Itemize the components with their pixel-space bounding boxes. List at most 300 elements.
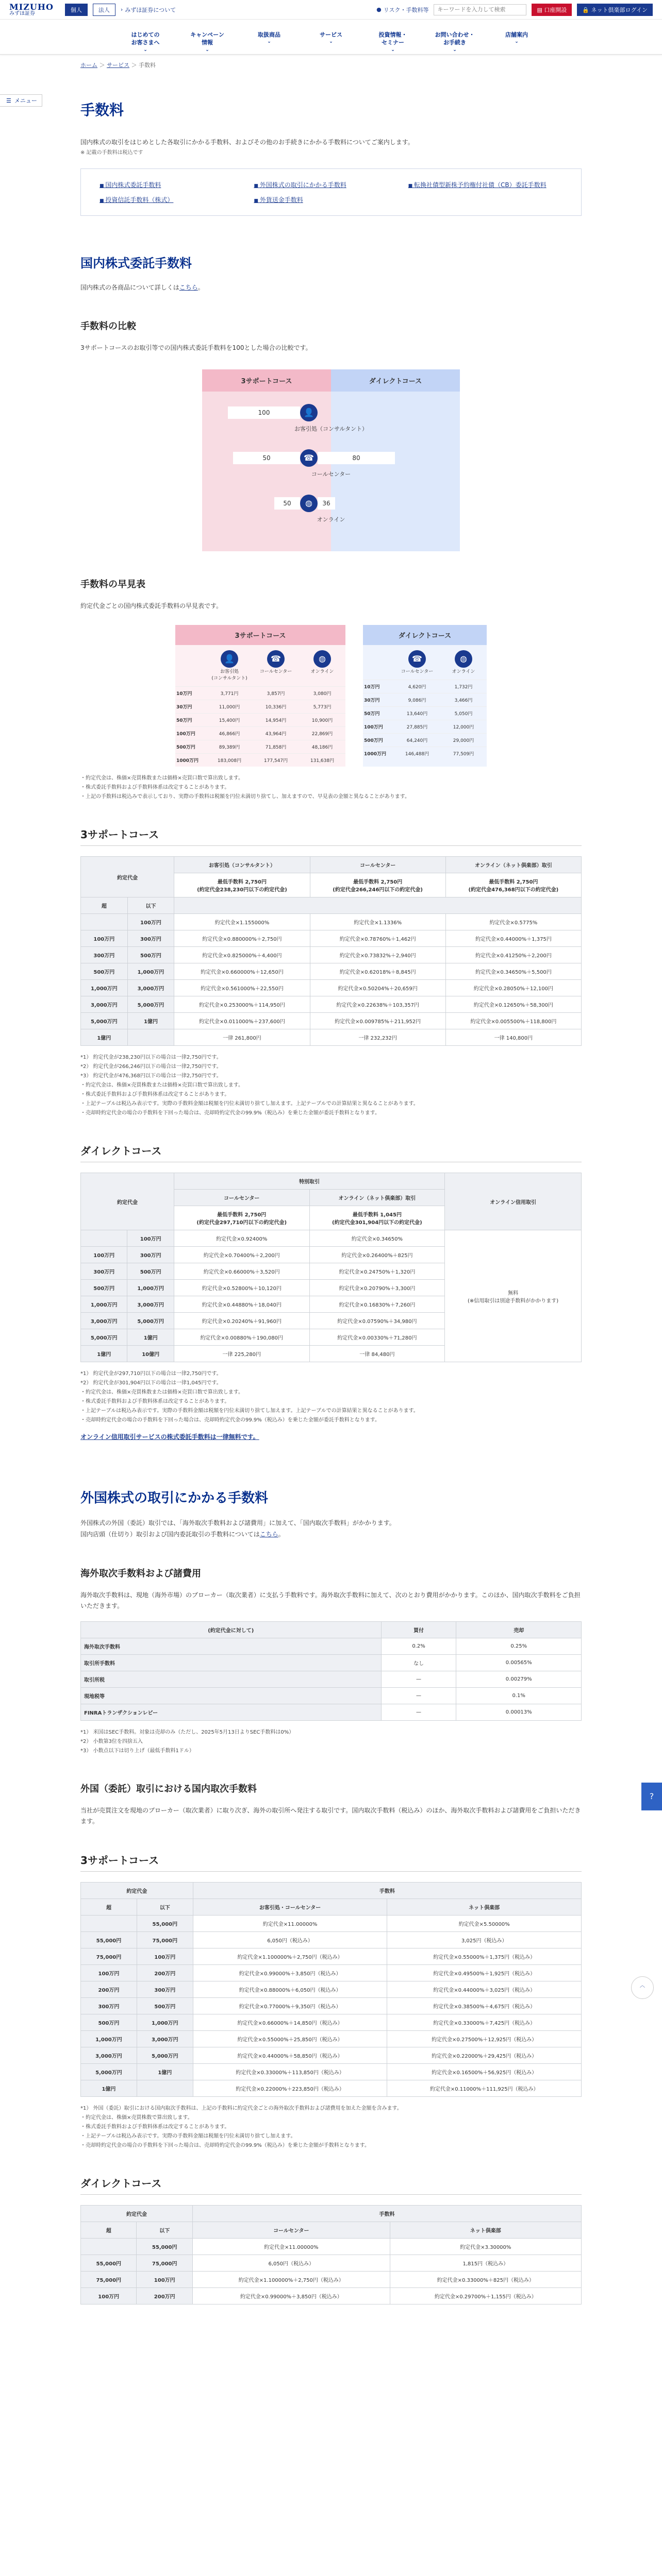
globe-icon: ◍ [300,495,318,512]
course3-table [80,856,582,1046]
range-cell: 5,000万円 [81,1013,128,1029]
table-row [81,980,582,996]
quick-cell: 5,050円 [454,711,473,717]
margin-free-link[interactable]: オンライン信用取引サービスの株式委託手数料は一律無料です。 [80,1433,259,1441]
fee-cell: 約定代金×0.00880%＋190,080円 [174,1329,309,1346]
quick-row-label: 100万円 [176,732,195,737]
value-cell: 0.25% [456,1638,582,1654]
search-input[interactable] [434,4,526,15]
quick-direct-title: ダイレクトコース [363,625,487,645]
table-row [81,947,582,963]
range-cell: 1,000万円 [81,980,128,996]
about-link[interactable] [121,6,176,14]
nav-services[interactable] [300,20,362,54]
risk-label: リスク・手数料等 [383,6,429,13]
range-cell: 500万円 [81,963,128,980]
lock-icon: 🔒 [582,6,591,13]
fee-cell: 約定代金×0.92400% [174,1230,309,1247]
fee-cell: 約定代金×0.33000%＋7,425円（税込み） [387,2014,582,2030]
range-cell [81,2238,137,2255]
col-yakujo: 約定代金 [81,1173,174,1230]
quick-cell: 3,080円 [313,691,332,697]
range-cell: 300万円 [127,930,174,947]
note-item: *2） 小数第3位を四捨五入 [80,1738,143,1744]
table-row [81,2238,582,2255]
logo-jp: みずほ証券 [9,10,35,16]
range-cell: 200万円 [137,1964,193,1981]
col-shop-call: お客引処・コールセンター [193,1899,387,1915]
domestic-detail-link[interactable]: こちら [179,283,198,291]
chevron-down-icon: ⌄ [391,47,395,53]
col-over: 超 [81,897,128,914]
quick-cell: 43,964円 [265,732,287,737]
range-cell: 1億円 [127,1013,174,1029]
domestic-intro [80,282,582,294]
value-cell: なし [381,1654,456,1671]
range-cell: 1,000万円 [127,1280,174,1296]
toc-link[interactable]: ■ 外貨送金手数料 [254,195,408,204]
range-cell: 3,000万円 [137,2030,193,2047]
online-direct-value: 36 [318,497,335,510]
quick-row [363,747,487,760]
item-cell: 取引所手数料 [81,1654,382,1671]
online-label: オンライン [317,516,345,523]
col-under: 以下 [137,1899,193,1915]
value-cell: — [381,1687,456,1704]
table-row [81,2047,582,2063]
note-item: ・約定代金は、株価×売買株数または価格×売買口数で算出致します。 [80,1389,243,1396]
range-cell: 500万円 [81,1280,127,1296]
col-fee: 手数料 [193,1882,581,1899]
range-cell: 1億円 [127,1329,174,1346]
col-special: 特別取引 [174,1173,444,1190]
chevron-down-icon: ⌄ [453,47,457,53]
quick-cell: 3,466円 [454,698,473,704]
fee-cell: 約定代金×0.22000%＋223,850円（税込み） [193,2080,387,2096]
col-call: コールセンター [310,857,445,873]
table-of-contents [80,168,582,216]
item-cell: 海外取次手数料 [81,1638,382,1654]
toc-link[interactable]: ■ 外国株式の取引にかかる手数料 [254,180,408,189]
fee-cell: 約定代金×0.70400%＋2,200円 [174,1247,309,1263]
range-cell: 500万円 [137,1997,193,2014]
phone-icon: ☎ [408,650,426,668]
quick-table-3 [175,625,345,767]
fee-cell: 一律 225,280円 [174,1346,309,1362]
call-direct-value: 80 [318,452,395,464]
page-top-button[interactable] [631,1976,654,1999]
note-item: ・約定代金は、株価×売買株数または価格×売買口数で算出致します。 [80,775,243,782]
value-cell: — [381,1704,456,1720]
quick-row-label: 30万円 [364,698,380,704]
margin-free-cell: 無料 (※信用取引は別途手数料がかかります) [445,1230,582,1362]
fee-cell: 一律 140,800円 [445,1029,581,1046]
table-row [81,1981,582,1997]
hamburger-icon: ☰ [6,97,11,104]
col-yakujo: 約定代金 [81,1882,193,1899]
note-item: *2） 約定代金が266,246円以下の場合は一律2,750円です。 [80,1064,222,1070]
note-item: ・売却時約定代金の場合の手数料を下回った場合は、売却時約定代金の99.9%（税込み）を乗じた金額が委託手数料となります。 [80,1417,380,1423]
fee-cell: 約定代金×0.16500%＋56,925円（税込み） [387,2063,582,2080]
fee-cell: 約定代金×1.1336% [310,914,445,930]
range-cell: 100万円 [127,914,174,930]
table-row [81,1638,582,1654]
table-row [81,2063,582,2080]
nav-contact[interactable] [424,20,486,54]
fee-cell: 約定代金×3.30000% [390,2238,581,2255]
range-cell: 5,000万円 [137,2047,193,2063]
foreign-domestic-text: 当社が売買注文を現地のブローカー（取次業者）に取り次ぎ、海外の取引所へ発注する取引です。国内取次手数料（税込み）のほか、海外取次手数料および諸費用をご負担いただきます。 [80,1806,581,1825]
login-label: ネット倶楽部ログイン [591,6,648,13]
table-row [81,2080,582,2096]
range-cell [127,1029,174,1046]
open-account-button[interactable] [532,4,572,16]
foreign-intro: 外国株式の外国（委託）取引では、「海外取次手数料および諸費用」に加えて、「国内取次手数料」がかかります。 [80,1519,395,1527]
breadcrumb-home[interactable]: ホーム [80,62,97,69]
item-cell: 現地税等 [81,1687,382,1704]
fee-cell: 約定代金×0.99000%＋3,850円（税込み） [192,2287,390,2304]
range-cell: 300万円 [81,947,128,963]
note-item: ・売却時約定代金の場合の手数料を下回った場合は、売却時約定代金の99.9%（税込み）を乗じた金額が委託手数料となります。 [80,1110,380,1116]
range-cell: 1億円 [81,1346,127,1362]
quick-col [206,645,253,686]
range-cell: 300万円 [127,1247,174,1263]
login-button[interactable] [577,4,653,16]
quick-col-label: コールセンター [259,669,292,675]
quick-row [175,753,345,767]
chevron-right-icon: › [120,6,123,13]
col-under: 以下 [137,2222,192,2238]
range-cell: 1,000万円 [81,2030,137,2047]
col-over: 超 [81,1899,137,1915]
online-3-value: 50 [274,497,300,510]
main-content [80,99,582,2304]
value-cell: 0.00565% [456,1654,582,1671]
quick-cell: 89,389円 [219,745,240,751]
range-cell: 100万円 [81,930,128,947]
col-yakujo: 約定代金 [81,857,174,897]
quick-cell: 13,640円 [406,711,428,717]
range-cell: 5,000万円 [127,1313,174,1329]
fee-cell: 約定代金×0.5775% [445,914,581,930]
fee-cell: 約定代金×0.62018%＋8,845円 [310,963,445,980]
range-cell: 500万円 [81,2014,137,2030]
nav-products[interactable] [238,20,300,54]
value-cell: 0.2% [381,1638,456,1654]
note-item: ・売却時約定代金の場合の手数料を下回った場合は、売却時約定代金の99.9%（税込み）を乗じた金額が手数料となります。 [80,2142,370,2148]
quick-col-label: オンライン [452,669,475,675]
foreign-detail-link[interactable]: こちら [259,1530,278,1538]
foreign-domestic-heading: 外国（委託）取引における国内取次手数料 [80,1783,257,1794]
warning-icon: ● [376,6,382,13]
range-cell: 10億円 [127,1346,174,1362]
in-person-label: お客引処（コンサルタント） [294,425,368,432]
nav-campaign[interactable] [176,20,238,54]
nav-branches[interactable] [486,20,548,54]
chevron-down-icon: ⌄ [143,47,147,53]
note-item: ・株式委託手数料および手数料体系は改定することがあります。 [80,1399,230,1405]
min-call: 最低手数料 2,750円 (約定代金297,710円以下の約定代金) [174,1206,309,1230]
quick-cell: 177,547円 [263,758,288,764]
nav-investment-info[interactable] [362,20,424,54]
compare-text: 3サポートコースのお取引等での国内株式委託手数料を100とした場合の比較です。 [80,344,312,352]
fee-cell: 一律 261,800円 [174,1029,310,1046]
foreign-direct-table [80,2205,582,2304]
breadcrumb-current: 手数料 [139,62,156,69]
quick-cell: 4,620円 [408,685,426,690]
table-row [81,1948,582,1964]
note-item: ・上記の手数料は税込みで表示しており、実際の手数料は税額を円位未満切り捨てし、加えますので、早見表の金額と異なることがあります。 [80,794,410,800]
table-row [81,1997,582,2014]
quick-3-title: 3サポートコース [175,625,345,645]
quick-heading: 手数料の早見表 [80,579,145,590]
range-cell: 5,000万円 [81,2063,137,2080]
range-cell: 55,000円 [137,1915,193,1931]
fee-cell: 約定代金×1.155000% [174,914,310,930]
fee-cell: 約定代金×0.005500%＋118,800円 [445,1013,581,1029]
page-lead-note: ※ 記載の手数料は税込です [80,149,143,156]
table-row [81,1687,582,1704]
range-cell: 75,000円 [137,1931,193,1948]
table-row [81,963,582,980]
col-online: オンライン（ネット倶楽部）取引 [445,857,581,873]
min-online: 最低手数料 1,045円 (約定代金301,904円以下の約定代金) [309,1206,445,1230]
range-cell: 100万円 [81,2287,137,2304]
note-item: ・約定代金は、株価×売買株数または価格×売買口数で算出致します。 [80,1082,243,1089]
quick-cell: 77,509円 [453,752,474,757]
fee-cell: 約定代金×0.011000%＋237,600円 [174,1013,310,1029]
quick-col [440,645,487,680]
quick-row-label: 30万円 [176,705,192,710]
quick-cell: 15,400円 [219,718,240,724]
range-cell: 100万円 [127,1230,174,1247]
note-item: *1） 約定代金が238,230円以下の場合は一律2,750円です。 [80,1055,222,1061]
quick-col [394,645,440,680]
foreign-intro2-text: 国内店頭（仕切り）取引および国内委託取引の手数料については [80,1530,260,1538]
foreign-course3-heading: 3サポートコース [80,1852,582,1872]
in-person-value: 100 [228,406,300,419]
fee-cell: 約定代金×0.52800%＋10,120円 [174,1280,309,1296]
fee-cell: 約定代金×0.22638%＋103,357円 [310,996,445,1013]
foreign-intro2 [80,1529,582,1540]
quick-row [363,680,487,693]
fee-cell: 約定代金×11.00000% [193,1915,387,1931]
quick-cell: 10,900円 [311,718,333,724]
range-cell: 55,000円 [81,2255,137,2271]
nav-label: キャンペーン 情報 [190,31,224,46]
range-cell: 300万円 [137,1981,193,1997]
nav-first-time[interactable] [114,20,176,54]
range-cell [137,2080,193,2096]
range-cell: 3,000万円 [81,2047,137,2063]
fee-cell: 約定代金×0.660000%＋12,650円 [174,963,310,980]
fee-cell: 1,815円（税込み） [390,2255,581,2271]
overseas-heading: 海外取次手数料および諸費用 [80,1568,201,1579]
open-account-label: 口座開設 [544,6,567,13]
table-row [81,1671,582,1687]
nav-label: はじめての お客さまへ [131,31,160,46]
phone-icon: ☎ [267,650,285,668]
table-row [81,930,582,947]
fee-cell: 約定代金×0.28050%＋12,100円 [445,980,581,996]
note-item: *3） 約定代金が476,368円以下の場合は一律2,750円です。 [80,1073,222,1079]
value-cell: — [381,1671,456,1687]
range-cell [81,914,128,930]
quick-row-label: 1000万円 [176,758,199,764]
range-cell: 75,000円 [81,1948,137,1964]
range-cell: 100万円 [81,1964,137,1981]
direct-notes [80,1369,582,1425]
toc-link[interactable]: ■ 国内株式委託手数料 [100,180,254,189]
fee-cell: 約定代金×0.33000%＋825円（税込み） [390,2271,581,2287]
table-row [81,1230,582,1247]
fee-cell: 約定代金×0.07590%＋34,980円 [309,1313,445,1329]
quick-row-label: 500万円 [364,738,383,744]
side-menu-button[interactable] [0,94,42,107]
section-foreign-heading: 外国株式の取引にかかる手数料 [80,1490,269,1506]
quick-col-label: お客引処 (コンサルタント) [211,669,247,682]
quick-cell: 3,771円 [220,691,239,697]
range-cell: 300万円 [81,1263,127,1280]
range-cell: 200万円 [81,1981,137,1997]
phone-icon: ☎ [300,449,318,467]
quick-row-label: 10万円 [176,691,192,697]
segment-individual[interactable]: 個人 [65,4,88,16]
range-cell: 1,000万円 [137,2014,193,2030]
note-item: ・上記テーブルは税込み表示です。実際の手数料金額は税額を円位未満切り捨てし加えます。 [80,2133,296,2139]
table-row [81,2030,582,2047]
fee-cell: 約定代金×0.009785%＋211,952円 [310,1013,445,1029]
fee-cell: 約定代金×0.66000%＋14,850円（税込み） [193,2014,387,2030]
nav-label: サービス [320,31,342,38]
quick-cell: 48,186円 [311,745,333,751]
page-lead: 国内株式の取引をはじめとした各取引にかかる手数料、およびその他のお手続きにかかる手数料についてご案内します。 [80,139,414,146]
fee-cell: 約定代金×0.44000%＋1,375円 [445,930,581,947]
range-cell: 1億円 [81,1029,128,1046]
segment-corporate[interactable]: 法人 [93,4,115,16]
quick-tables [80,625,582,767]
range-cell: 500万円 [127,947,174,963]
fee-cell: 約定代金×0.27500%＋12,925円（税込み） [387,2030,582,2047]
quick-table-direct [363,625,487,767]
course3-heading: 3サポートコース [80,826,582,846]
quick-cell: 9,086円 [408,698,426,704]
quick-row-label: 100万円 [364,725,383,731]
note-item: *3） 小数点以下は切り上げ（最低手数料1ドル） [80,1748,194,1754]
toc-link[interactable]: ■ 投資信託手数料（株式） [100,195,254,204]
range-cell: 3,000万円 [127,1296,174,1313]
col-online: オンライン（ネット倶楽部）取引 [309,1190,445,1206]
quick-cell: 27,885円 [406,725,428,731]
help-float-button[interactable] [641,1783,662,1810]
min-shop: 最低手数料 2,750円 (約定代金238,230円以下の約定代金) [174,873,310,897]
fee-cell: 約定代金×0.88000%＋6,050円（税込み） [193,1981,387,1997]
item-cell: FINRAトランザクションレビー [81,1704,382,1720]
call-3-value: 50 [233,452,300,464]
value-cell: 0.1% [456,1687,582,1704]
fee-cell: 約定代金×0.34650%＋5,500円 [445,963,581,980]
min-call: 最低手数料 2,750円 (約定代金266,246円以下の約定代金) [310,873,445,897]
table-row [81,996,582,1013]
foreign-course3-table [80,1882,582,2097]
value-cell: 0.00013% [456,1704,582,1720]
overseas-text: 海外取次手数料は、現地（海外市場）のブローカー（取次業者）に支払う手数料です。海外取次手数料に加えて、次のとおり費用がかかります。このほか、国内取次手数料をご負担いただきます。 [80,1591,581,1610]
fee-cell: 約定代金×1.100000%＋2,750円（税込み） [192,2271,390,2287]
quick-cell: 71,858円 [265,745,287,751]
col-item: (約定代金に対して) [81,1621,382,1638]
quick-row-label: 500万円 [176,745,195,751]
top-header [0,0,662,20]
range-cell: 3,000万円 [81,996,128,1013]
chevron-down-icon: ⌄ [515,39,519,45]
table-row [81,914,582,930]
col-fee: 手数料 [192,2205,581,2222]
range-cell: 5,000万円 [81,1329,127,1346]
range-cell [81,1230,127,1247]
quick-cell: 183,008円 [217,758,242,764]
range-cell: 300万円 [81,1997,137,2014]
table-row [81,1654,582,1671]
fee-cell: 約定代金×0.99000%＋3,850円（税込み） [193,1964,387,1981]
fee-cell: 約定代金×0.11000%＋111,925円（税込み） [387,2080,582,2096]
range-cell: 500万円 [127,1263,174,1280]
col-under: 以下 [127,897,174,914]
document-icon: ▤ [537,6,544,13]
fee-cell: 約定代金×0.12650%＋58,300円 [445,996,581,1013]
quick-col [253,645,299,686]
quick-cell: 12,000円 [453,725,474,731]
note-item: *1） 外国（委託）取引における国内取次手数料は、上記の手数料に約定代金ごとの海外取次手数料および諸費用を加えた金額を含みます。 [80,2105,402,2111]
quick-cell: 131,638円 [310,758,335,764]
fee-cell: 約定代金×0.44880%＋18,040円 [174,1296,309,1313]
direct-table [80,1173,582,1362]
fee-cell: 約定代金×0.825000%＋4,400円 [174,947,310,963]
quick-row-label: 50万円 [364,711,380,717]
range-cell: 75,000円 [81,2271,137,2287]
fee-cell: 約定代金×0.29700%＋1,155円（税込み） [390,2287,581,2304]
nav-label: 取扱商品 [258,31,280,38]
toc-link[interactable]: ■ 転換社債型新株予約権付社債（CB）委託手数料 [408,180,562,189]
col-net: ネット倶楽部 [387,1899,582,1915]
overseas-table [80,1621,582,1721]
fee-cell: 約定代金×0.20790%＋3,300円 [309,1280,445,1296]
global-nav [0,20,662,55]
fee-cell: 約定代金×5.50000% [387,1915,582,1931]
compare-heading: 手数料の比較 [80,321,136,332]
fee-cell: 約定代金×0.33000%＋113,850円（税込み） [193,2063,387,2080]
fee-cell: 約定代金×0.253000%＋114,950円 [174,996,310,1013]
range-cell: 1億円 [137,2063,193,2080]
risk-link[interactable] [376,6,428,14]
range-cell: 5,000万円 [127,996,174,1013]
col-sell: 売却 [456,1621,582,1638]
chevron-down-icon: ⌄ [267,39,271,45]
col-over: 超 [81,2222,137,2238]
range-cell: 100万円 [137,1948,193,1964]
fee-cell: 約定代金×0.50204%＋20,659円 [310,980,445,996]
logo[interactable] [9,3,54,16]
table-row [81,1029,582,1046]
fee-cell: 一律 232,232円 [310,1029,445,1046]
range-cell [81,1915,137,1931]
range-cell: 1,000万円 [127,963,174,980]
foreign-intro2-end: 。 [278,1530,285,1538]
section-domestic-heading: 国内株式委託手数料 [80,256,192,270]
col-call: コールセンター [174,1190,309,1206]
breadcrumb-services[interactable]: サービス [107,62,129,69]
note-item: ・株式委託手数料および手数料体系は改定することがあります。 [80,785,230,791]
fee-cell: 約定代金×0.55000%＋25,850円（税込み） [193,2030,387,2047]
